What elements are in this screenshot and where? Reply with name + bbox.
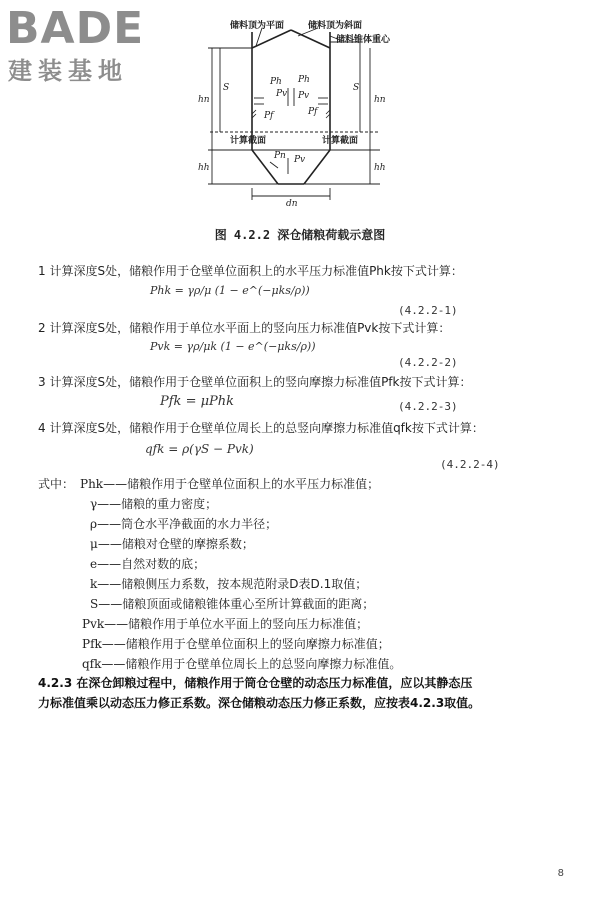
definition-symbol: k [90, 577, 98, 591]
definition-symbol: S [90, 597, 99, 611]
label-pv-2: Pv [298, 91, 310, 101]
definition-desc: ——储粮作用于单位水平面上的竖向压力标准值； [104, 617, 369, 631]
label-pf-1: Pf [264, 111, 274, 121]
equation-number-1: (4.2.2-1) [398, 304, 458, 317]
formula-2: Pvk = γρ/μk (1 − e^(−μks/ρ)) [150, 340, 316, 353]
label-ph-2: Ph [298, 75, 310, 85]
definition-desc: ——筒仓水平净截面的水力半径； [97, 517, 278, 531]
item-4-text: 4 计算深度S处，储粮作用于仓壁单位周长上的总竖向摩擦力标准值qfk按下式计算： [38, 421, 484, 435]
definition-symbol: μ [90, 537, 98, 551]
label-pv-1: Pv [276, 89, 288, 99]
definition-row [90, 596, 374, 612]
formula-3: Pfk = μPhk [160, 394, 235, 409]
definition-desc: ——储粮侧压力系数，按本规范附录D表D.1取值； [97, 577, 368, 591]
definition-desc: ——自然对数的底； [97, 557, 206, 571]
silo-diagram-svg [190, 18, 410, 208]
item-3-text: 3 计算深度S处，储粮作用于仓壁单位面积上的竖向摩擦力标准值Pfk按下式计算： [38, 375, 472, 389]
definition-row [90, 536, 254, 552]
definition-symbol: Phk [80, 477, 104, 491]
label-pv-3: Pv [294, 155, 306, 165]
label-hn-right: hn [374, 95, 386, 105]
definition-row [90, 496, 217, 512]
page-number: 8 [557, 868, 564, 879]
definition-desc: ——储粮对仓壁的摩擦系数； [97, 537, 254, 551]
logo-subtitle: 建装基地 [8, 57, 128, 85]
definition-row [82, 616, 368, 632]
label-ph-1: Ph [270, 77, 282, 87]
label-s-left: S [223, 83, 230, 93]
definition-row [90, 576, 367, 592]
definition-row [82, 656, 401, 672]
logo-wordmark: BADE [6, 3, 145, 54]
definition-symbol: qfk [82, 657, 102, 671]
label-pf-2: Pf [308, 107, 318, 117]
definition-symbol: Pfk [82, 637, 102, 651]
definition-row [90, 556, 205, 572]
definition-desc: ——储粮作用于仓壁单位面积上的竖向摩擦力标准值； [101, 637, 390, 651]
label-flat-top: 储料顶为平面 [230, 21, 285, 31]
definition-row [80, 476, 379, 492]
equation-number-2: (4.2.2-2) [398, 356, 458, 369]
definition-symbol: Pvk [82, 617, 105, 631]
label-pn: Pn [274, 151, 286, 161]
silo-load-diagram [190, 18, 410, 208]
definition-desc: ——储粮作用于仓壁单位面积上的水平压力标准值； [103, 477, 380, 491]
clause-4-2-3-line-1: 4.2.3 在深仓卸粮过程中，储粮作用于筒仓仓壁的动态压力标准值，应以其静态压 [38, 676, 473, 690]
formula-1: Phk = γρ/μ (1 − e^(−μks/ρ)) [150, 284, 310, 297]
label-hh-right: hh [374, 163, 386, 173]
equation-number-4: (4.2.2-4) [440, 458, 500, 471]
label-dn: dn [286, 199, 298, 208]
figure-caption: 图 4.2.2 深仓储粮荷载示意图 [214, 228, 386, 242]
definition-symbol: ρ [90, 517, 98, 531]
definition-row [82, 636, 390, 652]
label-cone-centroid: 储料锥体重心 [336, 35, 391, 45]
logo [6, 3, 176, 90]
label-hh-left: hh [198, 163, 210, 173]
definition-symbol: γ [90, 497, 98, 511]
definition-desc: ——储粮顶面或储粮锥体重心至所计算截面的距离； [98, 597, 375, 611]
label-s-right: S [353, 83, 360, 93]
item-2-text: 2 计算深度S处，储粮作用于单位水平面上的竖向压力标准值Pvk按下式计算： [38, 321, 451, 335]
label-calc-section-right: 计算截面 [322, 136, 359, 146]
definition-desc: ——储粮的重力密度； [97, 497, 218, 511]
definitions-intro: 式中： [38, 477, 75, 491]
formula-4: qfk = ρ(γS − Pvk) [145, 442, 254, 456]
clause-4-2-3-line-2: 力标准值乘以动态压力修正系数。深仓储粮动态压力修正系数，应按表4.2.3取值。 [38, 696, 481, 710]
label-calc-section-left: 计算截面 [230, 136, 267, 146]
label-hn-left: hn [198, 95, 210, 105]
definition-symbol: e [90, 557, 98, 571]
item-1-text: 1 计算深度S处，储粮作用于仓壁单位面积上的水平压力标准值Phk按下式计算： [38, 264, 463, 278]
label-slope-top: 储料顶为斜面 [308, 21, 363, 31]
definition-row [90, 516, 277, 532]
definition-desc: ——储粮作用于仓壁单位周长上的总竖向摩擦力标准值。 [101, 657, 402, 671]
equation-number-3: (4.2.2-3) [398, 400, 458, 413]
